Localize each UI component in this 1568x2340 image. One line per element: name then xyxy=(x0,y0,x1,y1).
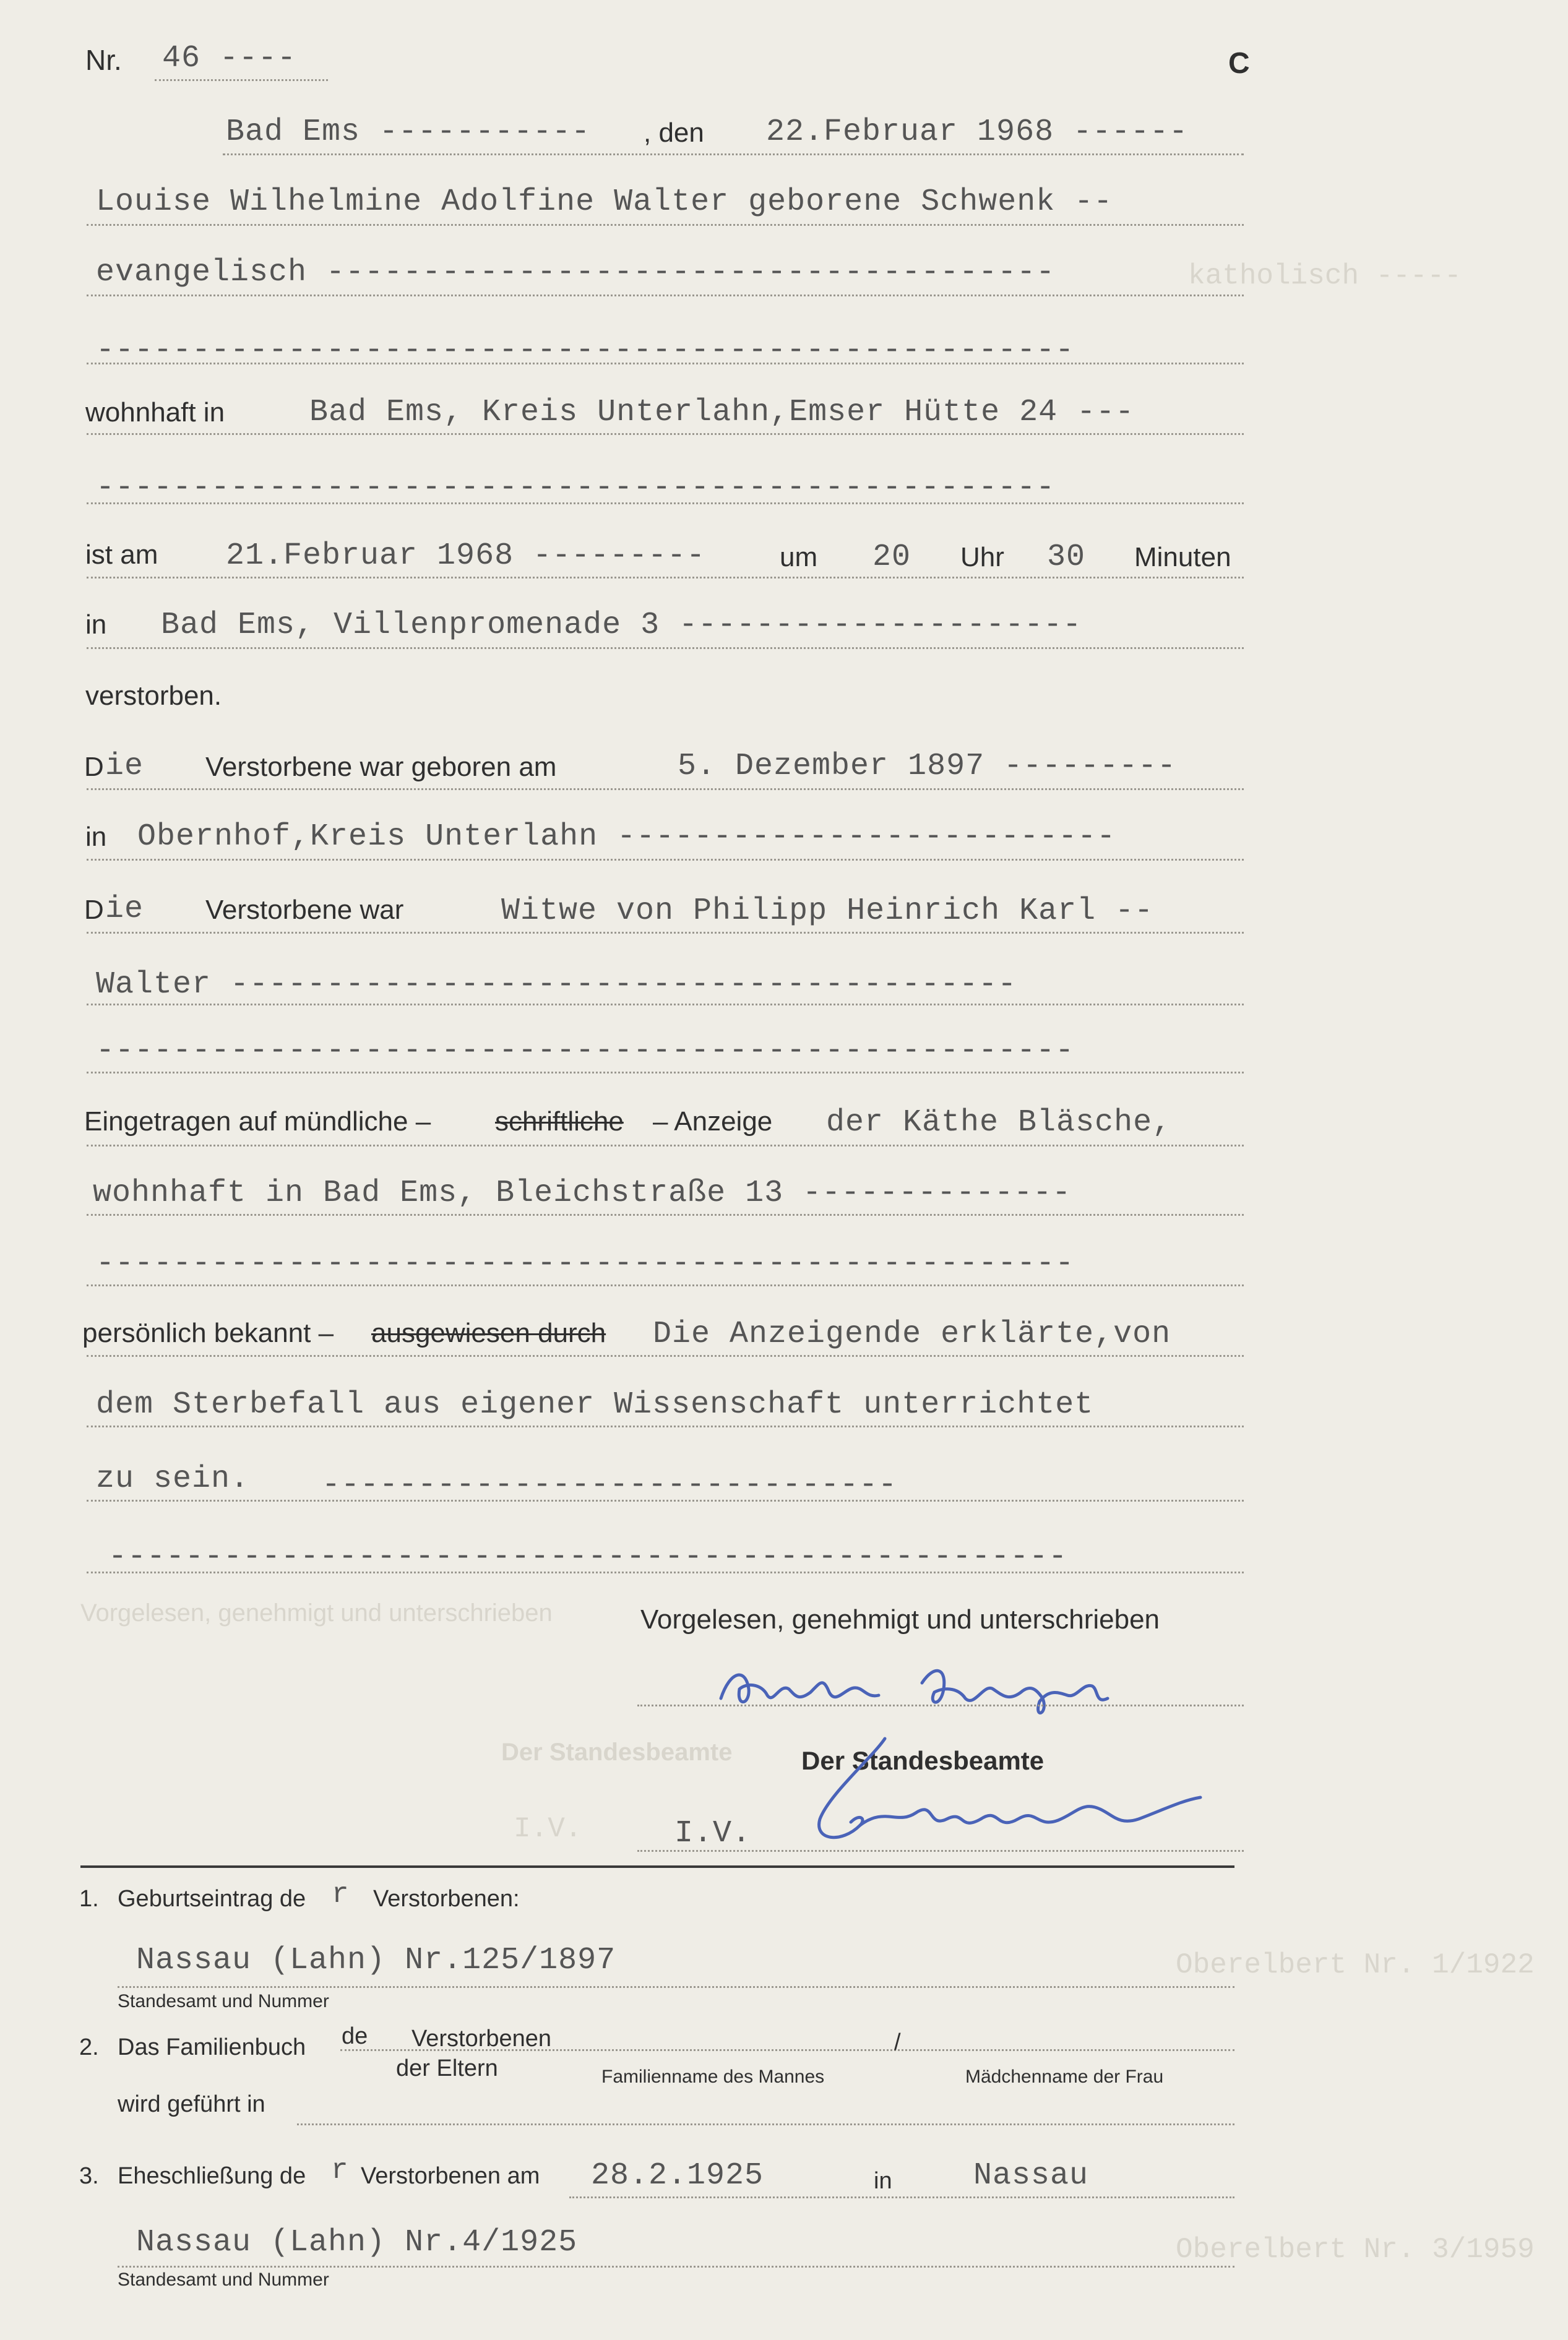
maiden-name-label: Mädchenname der Frau xyxy=(965,2067,1164,2087)
registry-sub-label: Standesamt und Nummer xyxy=(118,1991,329,2011)
dotted-line xyxy=(87,1004,1244,1005)
ie-typed: ie xyxy=(105,892,144,927)
nr-label: Nr. xyxy=(85,44,122,76)
dotted-line xyxy=(87,932,1244,934)
typed-r: r xyxy=(331,2154,349,2187)
dotted-line xyxy=(118,1986,1234,1988)
um-label: um xyxy=(780,542,818,572)
death-hour: 20 xyxy=(872,540,911,575)
religion: evangelisch -------------------------------------- xyxy=(96,255,1056,290)
death-place: Bad Ems, Villenpromenade 3 --------------------- xyxy=(161,608,1082,643)
dotted-line xyxy=(87,224,1244,226)
de-typed: de xyxy=(342,2023,368,2049)
d-label: D xyxy=(84,752,104,782)
minuten-label: Minuten xyxy=(1134,542,1231,572)
ghost-text: Oberelbert Nr. 1/1922 xyxy=(1176,1949,1535,1981)
den-label: , den xyxy=(644,118,704,148)
d-label: D xyxy=(84,895,104,925)
ghost-text: katholisch ----- xyxy=(1188,260,1462,292)
birth-place: Obernhof,Kreis Unterlahn -------------------------- xyxy=(137,819,1116,854)
death-date-label: ist am xyxy=(85,540,158,570)
dotted-line xyxy=(340,2049,1234,2051)
dotted-line xyxy=(87,1572,1244,1573)
slash: / xyxy=(894,2029,901,2055)
birth-label: Verstorbene war geboren am xyxy=(205,752,557,782)
dotted-line xyxy=(569,2196,1234,2198)
dotted-line xyxy=(297,2123,1234,2125)
marriage-label: Eheschließung de xyxy=(118,2163,306,2189)
ghost-text: I.V. xyxy=(514,1813,582,1845)
dotted-line xyxy=(87,1284,1244,1286)
residence-value: Bad Ems, Kreis Unterlahn,Emser Hütte 24 --- xyxy=(309,395,1135,430)
statement-line-3: zu sein. xyxy=(96,1461,250,1497)
dotted-line xyxy=(87,295,1244,296)
family-book-label: Das Familienbuch xyxy=(118,2034,306,2060)
item-number: 1. xyxy=(79,1886,99,1912)
officer-signature xyxy=(792,1732,1225,1856)
corner-letter: C xyxy=(1228,47,1250,80)
item-number: 3. xyxy=(79,2163,99,2189)
ghost-text: Vorgelesen, genehmigt und unterschrieben xyxy=(80,1599,553,1627)
informant-residence: wohnhaft in Bad Ems, Bleichstraße 13 -------------- xyxy=(93,1176,1072,1211)
ghost-text: Der Standesbeamte xyxy=(501,1739,733,1766)
dotted-line xyxy=(87,577,1244,579)
birth-entry-label-2: Verstorbenen: xyxy=(373,1886,520,1912)
birth-entry-label: Geburtseintrag de xyxy=(118,1886,306,1912)
marriage-label-2: Verstorbenen am xyxy=(361,2163,540,2189)
registration-date: 22.Februar 1968 ------ xyxy=(766,114,1189,150)
eltern-label: der Eltern xyxy=(396,2055,498,2081)
dotted-line xyxy=(87,1500,1244,1502)
item-number: 2. xyxy=(79,2034,99,2060)
blank-filler-line: -------------------------------------------------- xyxy=(108,1539,1068,1575)
marital-label: Verstorbene war xyxy=(205,895,404,925)
dotted-line xyxy=(637,1850,1244,1852)
registration-label-2: – Anzeige xyxy=(653,1106,773,1137)
deceased-name: Louise Wilhelmine Adolfine Walter geborene Schwenk -- xyxy=(96,184,1113,220)
ie-typed: ie xyxy=(105,749,144,784)
marital-continuation: Walter ----------------------------------------- xyxy=(96,967,1017,1002)
identification-label: persönlich bekannt – xyxy=(82,1318,334,1348)
birth-registry-value: Nassau (Lahn) Nr.125/1897 xyxy=(136,1943,616,1978)
dotted-line xyxy=(87,647,1244,649)
blank-filler-line: --------------------------------------------------- xyxy=(96,333,1075,368)
registry-sub-label: Standesamt und Nummer xyxy=(118,2269,329,2290)
verstorben-label: verstorben. xyxy=(85,681,222,711)
place-of-registration: Bad Ems ----------- xyxy=(226,114,591,150)
dotted-line xyxy=(87,1355,1244,1357)
dotted-line xyxy=(87,1072,1244,1073)
dotted-line xyxy=(87,1426,1244,1427)
dotted-line xyxy=(87,433,1244,435)
identification-struck: ausgewiesen durch xyxy=(371,1318,606,1348)
registration-label: Eingetragen auf mündliche – xyxy=(84,1106,431,1137)
husband-name-label: Familienname des Mannes xyxy=(601,2067,825,2087)
birth-date: 5. Dezember 1897 --------- xyxy=(678,749,1177,784)
dotted-line xyxy=(87,788,1244,790)
dotted-line xyxy=(118,2266,1234,2268)
dotted-line xyxy=(87,502,1244,504)
dotted-line xyxy=(223,153,1244,155)
blank-filler-line: --------------------------------------------------- xyxy=(96,1246,1075,1281)
dotted-line xyxy=(87,1145,1244,1146)
dotted-line xyxy=(87,859,1244,861)
registration-struck: schriftliche xyxy=(495,1106,624,1137)
iv-label: I.V. xyxy=(674,1816,752,1851)
nr-value: 46 ---- xyxy=(162,41,297,76)
typed-r: r xyxy=(332,1878,350,1911)
read-approved-signed: Vorgelesen, genehmigt und unterschrieben xyxy=(640,1604,1160,1635)
marriage-registry-value: Nassau (Lahn) Nr.4/1925 xyxy=(136,2225,578,2260)
verstorbenen-label: Verstorbenen xyxy=(411,2026,552,2052)
death-date: 21.Februar 1968 --------- xyxy=(226,538,706,574)
uhr-label: Uhr xyxy=(960,542,1004,572)
marital-value: Witwe von Philipp Heinrich Karl -- xyxy=(501,893,1154,929)
residence-continuation: -------------------------------------------------- xyxy=(96,470,1056,505)
dotted-line xyxy=(155,79,328,81)
statement-line-3-dashes: ------------------------------ xyxy=(322,1468,898,1503)
marriage-date: 28.2.1925 xyxy=(591,2158,764,2193)
informant: der Käthe Bläsche, xyxy=(826,1105,1172,1140)
informant-signature xyxy=(712,1646,1145,1726)
residence-label: wohnhaft in xyxy=(85,397,225,428)
dotted-line xyxy=(87,363,1244,364)
marriage-place: Nassau xyxy=(973,2158,1089,2193)
death-minute: 30 xyxy=(1047,540,1086,575)
dotted-line xyxy=(637,1705,1244,1706)
statement-line-2: dem Sterbefall aus eigener Wissenschaft unterrichtet xyxy=(96,1387,1094,1422)
separator-rule xyxy=(80,1865,1234,1868)
death-place-label: in xyxy=(85,609,107,640)
ghost-text: Oberelbert Nr. 3/1959 xyxy=(1176,2234,1535,2266)
officer-label: Der Standesbeamte xyxy=(801,1746,1045,1775)
blank-filler-line: --------------------------------------------------- xyxy=(96,1033,1075,1069)
dotted-line xyxy=(87,1214,1244,1216)
marriage-in-label: in xyxy=(874,2168,892,2194)
birth-place-label: in xyxy=(85,822,107,852)
statement: Die Anzeigende erklärte,von xyxy=(653,1317,1171,1352)
kept-in-label: wird geführt in xyxy=(118,2091,265,2117)
